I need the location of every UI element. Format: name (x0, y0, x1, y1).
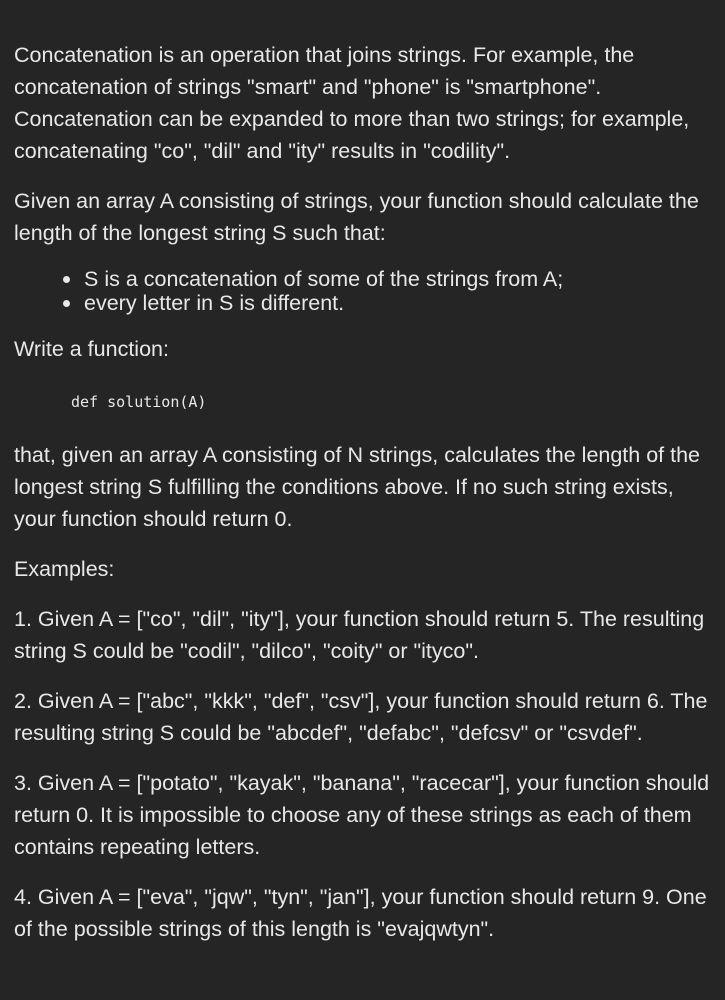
condition-item: every letter in S is different. (84, 291, 714, 315)
example-item-3: 3. Given A = ["potato", "kayak", "banana", "racecar"], your function should return 0. It is impossible to choose any of these strings as each of them contains repeating letters. (14, 771, 710, 859)
examples-heading: Examples: (14, 557, 115, 581)
example-item-1: 1. Given A = ["co", "dil", "ity"], your function should return 5. The resulting string S could be "codil", "dilco", "coity" or "ityco". (14, 607, 705, 663)
problem-statement (14, 39, 714, 945)
example-item-2: 2. Given A = ["abc", "kkk", "def", "csv"], your function should return 6. The resulting string S could be "abcdef", "defabc", "defcsv" or "csvdef". (14, 689, 708, 745)
intro-paragraph-task: Given an array A consisting of strings, your function should calculate the length of the longest string S such that: (14, 189, 699, 245)
write-function-prompt: Write a function: (14, 337, 169, 361)
conditions-list (14, 267, 714, 315)
condition-item: S is a concatenation of some of the strings from A; (84, 267, 714, 291)
example-item-4: 4. Given A = ["eva", "jqw", "tyn", "jan"], your function should return 9. One of the possible strings of this length is "evajqwtyn". (14, 885, 707, 941)
function-signature-code: def solution(A) (71, 393, 207, 411)
intro-paragraph-concatenation: Concatenation is an operation that joins strings. For example, the concatenation of strings "smart" and "phone" is "smartphone". Concatenation can be expanded to more than two strings; for example, concatenating "co", "dil" and "ity" results in "codility". (14, 43, 690, 163)
task-description: that, given an array A consisting of N strings, calculates the length of the longest string S fulfilling the conditions above. If no such string exists, your function should return 0. (14, 443, 701, 531)
